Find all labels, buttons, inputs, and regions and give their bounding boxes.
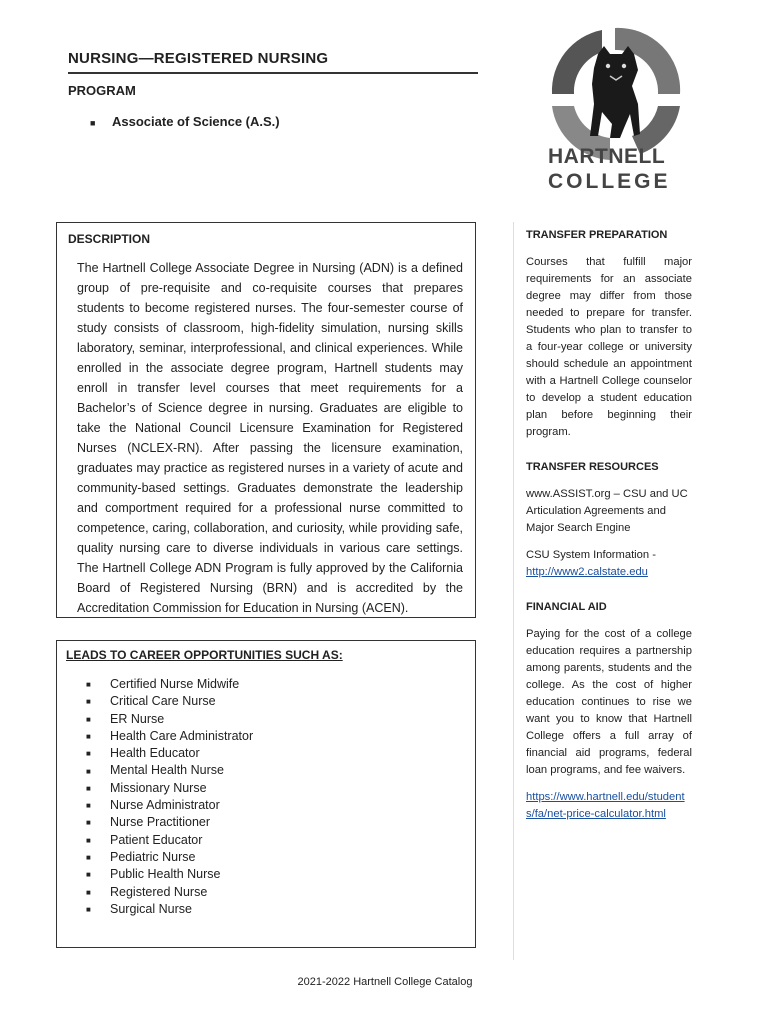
- logo-wordmark-line2: COLLEGE: [548, 170, 671, 193]
- degree-label: Associate of Science (A.S.): [112, 114, 280, 129]
- transfer-resources-heading: TRANSFER RESOURCES: [526, 461, 659, 473]
- list-item: ■ Nurse Administrator: [86, 797, 253, 814]
- title-divider: [68, 72, 478, 74]
- list-item: ■ Health Educator: [86, 745, 253, 762]
- page-title: NURSING—REGISTERED NURSING: [68, 50, 329, 67]
- assist-text: www.ASSIST.org – CSU and UC Articulation Agreements and Major Search Engine: [526, 488, 688, 534]
- financial-aid-heading: FINANCIAL AID: [526, 601, 607, 613]
- square-bullet-icon: ■: [86, 887, 91, 897]
- list-item: ■ Mental Health Nurse: [86, 762, 253, 779]
- transfer-prep-heading: TRANSFER PREPARATION: [526, 229, 668, 241]
- square-bullet-icon: ■: [86, 870, 91, 880]
- square-bullet-icon: ■: [86, 680, 91, 690]
- program-heading: PROGRAM: [68, 83, 136, 98]
- transfer-prep-body: Courses that fulfill major requirements for an associate degree may differ from those needed to prepare for transfer. Students who plan to transfer to a four-year college or university should schedule an appointment with a Hartnell College counselor to develop a student education plan before beginning their program.: [526, 256, 692, 438]
- square-bullet-icon: ■: [86, 853, 91, 863]
- career-heading: LEADS TO CAREER OPPORTUNITIES SUCH AS:: [66, 648, 343, 662]
- list-item: ■ Pediatric Nurse: [86, 849, 253, 866]
- financial-aid-body: Paying for the cost of a college education requires a partnership among parents, students and the college. As the cost of higher education continues to rise we want you to know that Hartnell College offers a full array of financial aid programs, federal loan programs, and fee waivers.: [526, 628, 692, 776]
- page-footer: 2021-2022 Hartnell College Catalog: [297, 976, 473, 988]
- square-bullet-icon: ■: [86, 697, 91, 707]
- list-item: ■ Certified Nurse Midwife: [86, 676, 253, 693]
- square-bullet-icon: ■: [86, 714, 91, 724]
- list-item: ■ Surgical Nurse: [86, 901, 253, 918]
- list-item: ■ Missionary Nurse: [86, 780, 253, 797]
- logo-wordmark-line1: HARTNELL: [548, 145, 666, 168]
- description-body: The Hartnell College Associate Degree in Nursing (ADN) is a defined group of pre-requisite and co-requisite courses that prepares students to become registered nurses. The four-semester course of study consists of classroom, high-fidelity simulation, nursing skills laboratory, seminar, interprofessional, and clinical experiences. While enrolled in the associate degree program, Hartnell students may enroll in transfer level courses that meet requirements for a Bachelor’s of Science degree in nursing. Graduates are eligible to take the National Council Licensure Examination for Registered Nurses (NCLEX-RN). After passing the licensure examination, graduates may practice as registered nurses in a variety of acute and community-based settings. Graduates demonstrate the leadership and comportment required for a professional nurse committed to competence, caring, collaboration, and curiosity, while providing safe, quality nursing care to diverse individuals in various care settings. The Hartnell College ADN Program is fully approved by the California Board of Registered Nursing (BRN) and is accredited by the Accreditation Commission for Education in Nursing (ACEN).: [77, 261, 463, 615]
- career-list: [86, 676, 253, 918]
- square-bullet-icon: ■: [86, 904, 91, 914]
- list-item: ■ Nurse Practitioner: [86, 814, 253, 831]
- square-bullet-icon: ■: [86, 818, 91, 828]
- square-bullet-icon: ■: [86, 835, 91, 845]
- csu-text: CSU System Information -: [526, 549, 656, 561]
- square-bullet-icon: ■: [86, 749, 91, 759]
- square-bullet-icon: ■: [86, 766, 91, 776]
- list-item: ■ ER Nurse: [86, 711, 253, 728]
- square-bullet-icon: ■: [86, 783, 91, 793]
- list-item: ■ Critical Care Nurse: [86, 693, 253, 710]
- net-price-calculator-link[interactable]: https://www.hartnell.edu/students/fa/net-price-calculator.html: [526, 791, 685, 820]
- description-heading: DESCRIPTION: [68, 232, 151, 246]
- csu-link[interactable]: http://www2.calstate.edu: [526, 566, 648, 578]
- square-bullet-icon: ■: [90, 117, 96, 128]
- list-item: ■ Health Care Administrator: [86, 728, 253, 745]
- list-item: ■ Patient Educator: [86, 832, 253, 849]
- square-bullet-icon: ■: [86, 731, 91, 741]
- square-bullet-icon: ■: [86, 801, 91, 811]
- list-item: ■ Registered Nurse: [86, 884, 253, 901]
- list-item: ■ Public Health Nurse: [86, 866, 253, 883]
- degree-item: [90, 114, 280, 129]
